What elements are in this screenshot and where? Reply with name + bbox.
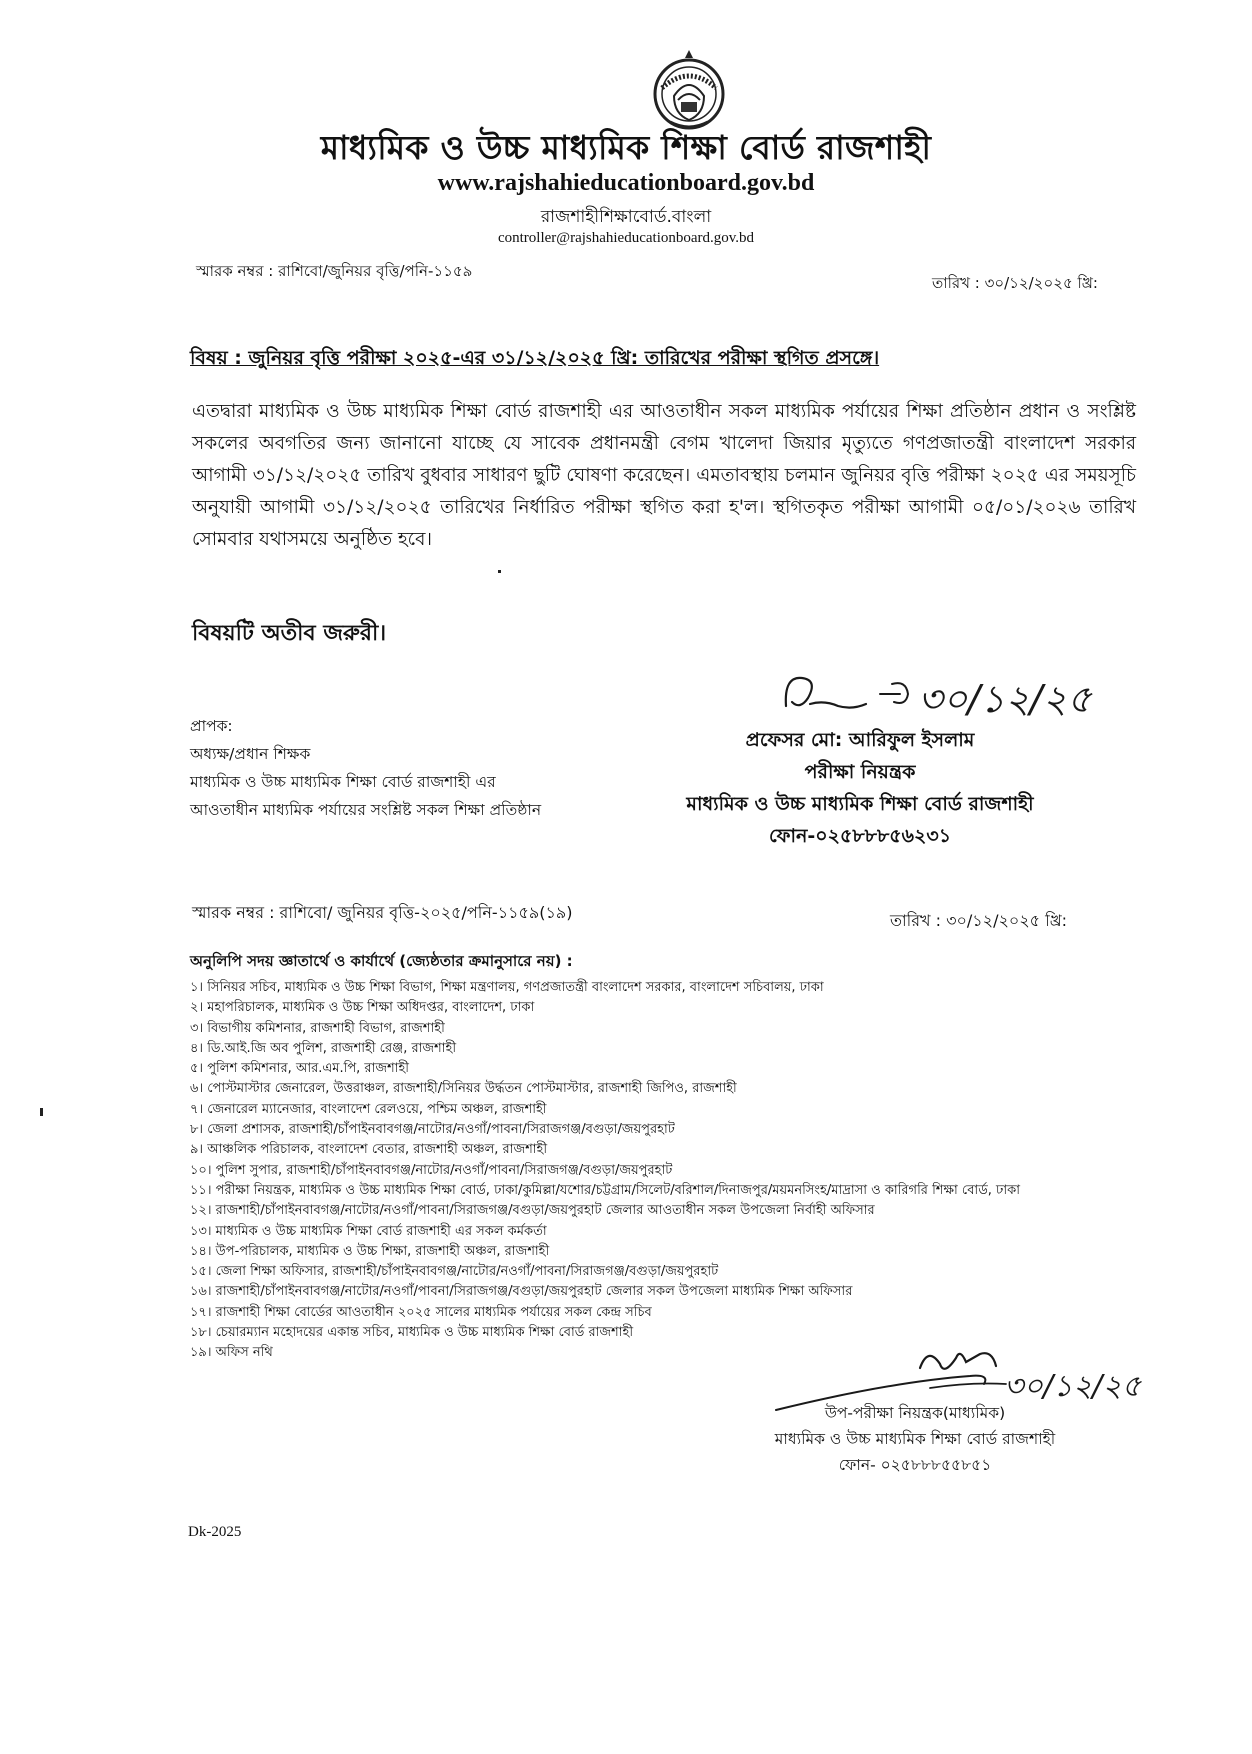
cc-list-item: ১৫। জেলা শিক্ষা অফিসার, রাজশাহী/চাঁপাইনবাবগঞ্জ/নাটোর/নওগাঁ/পাবনা/সিরাজগঞ্জ/বগুড়া/জয়পুরহাট	[190, 1264, 719, 1280]
cc-list-item: ১০। পুলিশ সুপার, রাজশাহী/চাঁপাইনবাবগঞ্জ/নাটোর/নওগাঁ/পাবনা/সিরাজগঞ্জ/বগুড়া/জয়পুরহাট	[190, 1162, 673, 1178]
signer-designation: পরীক্ষা নিয়ন্ত্রক	[804, 761, 916, 783]
controller-signature	[780, 664, 1140, 730]
recipient-line: আওতাধীন মাধ্যমিক পর্যায়ের সংশ্লিষ্ট সকল শিক্ষা প্রতিষ্ঠান	[190, 801, 542, 819]
subject-line: বিষয় : জুনিয়র বৃত্তি পরীক্ষা ২০২৫-এর ৩১/১২/২০২৫ খ্রি: তারিখের পরীক্ষা স্থগিত প্রসঙ্গে।	[190, 347, 880, 369]
cc-list-item: ১। সিনিয়র সচিব, মাধ্যমিক ও উচ্চ শিক্ষা বিভাগ, শিক্ষা মন্ত্রণালয়, গণপ্রজাতন্ত্রী বাংলাদেশ সরকার, বাংলাদেশ সচিবালয়, ঢাকা	[190, 980, 824, 995]
cc-list	[190, 978, 1200, 1364]
board-name: মাধ্যমিক ও উচ্চ মাধ্যমিক শিক্ষা বোর্ড রাজশাহী	[320, 128, 932, 167]
cc-list-item: ৬। পোস্টমাস্টার জেনারেল, উত্তরাঞ্চল, রাজশাহী/সিনিয়র উর্দ্ধতন পোস্টমাস্টার, রাজশাহী জিপিও, রাজশাহী	[190, 1081, 737, 1097]
cc-list-item: ৪। ডি.আই.জি অব পুলিশ, রাজশাহী রেঞ্জ, রাজশাহী	[190, 1040, 457, 1056]
cc-list-item: ৮। জেলা প্রশাসক, রাজশাহী/চাঁপাইনবাবগঞ্জ/নাটোর/নওগাঁ/পাবনা/সিরাজগঞ্জ/বগুড়া/জয়পুরহাট	[190, 1122, 675, 1138]
body-paragraph: এতদ্বারা মাধ্যমিক ও উচ্চ মাধ্যমিক শিক্ষা বোর্ড রাজশাহী এর আওতাধীন সকল মাধ্যমিক পর্যায়ের শিক্ষা প্রতিষ্ঠান প্রধান ও সংশ্লিষ্ট সকলের অবগতির জন্য জানানো যাচ্ছে যে সাবেক প্রধানমন্ত্রী বেগম খালেদা জিয়ার মৃত্যুতে গণপ্রজাতন্ত্রী বাংলাদেশ সরকার আগামী ৩১/১২/২০২৫ তারিখ বুধবার সাধারণ ছুটি ঘোষণা করেছেন। এমতাবস্থায় চলমান জুনিয়র বৃত্তি পরীক্ষা ২০২৫ এর সময়সূচি অনুযায়ী আগামী ৩১/১২/২০২৫ তারিখের নির্ধারিত পরীক্ষা স্থগিত করা হ'ল। স্থগিতকৃত পরীক্ষা আগামী ০৫/০১/২০২৬ তারিখ সোমবার যথাসময়ে অনুষ্ঠিত হবে।	[192, 401, 1136, 550]
scan-speck	[498, 570, 501, 573]
cc-list-item: ১২। রাজশাহী/চাঁপাইনবাবগঞ্জ/নাটোর/নওগাঁ/পাবনা/সিরাজগঞ্জ/বগুড়া/জয়পুরহাট জেলার আওতাধীন সকল উপজেলা নির্বাহী অফিসার	[190, 1203, 875, 1219]
controller-signature-date: ৩০/১২/২৫	[918, 677, 1092, 721]
scan-speck	[40, 1108, 43, 1116]
memo-number-2: স্মারক নম্বর : রাশিবো/ জুনিয়র বৃত্তি-২০২৫/পনি-১১৫৯(১৯)	[192, 903, 573, 922]
cc-list-item: ৯। আঞ্চলিক পরিচালক, বাংলাদেশ বেতার, রাজশাহী অঞ্চল, রাজশাহী	[190, 1142, 548, 1158]
cc-list-item: ৩। বিভাগীয় কমিশনার, রাজশাহী বিভাগ, রাজশাহী	[190, 1020, 445, 1036]
signer-phone: ফোন-০২৫৮৮৮৫৬২৩১	[768, 825, 952, 847]
website-url[interactable]: www.rajshahieducationboard.gov.bd	[437, 170, 815, 196]
memo-number: স্মারক নম্বর : রাশিবো/জুনিয়র বৃত্তি/পনি-১১৫৯	[196, 262, 473, 280]
signer-name: প্রফেসর মো: আরিফুল ইসলাম	[745, 729, 975, 751]
deputy-designation: উপ-পরীক্ষা নিয়ন্ত্রক(মাধ্যমিক)	[824, 1404, 1006, 1422]
deputy-signature-date: ৩০/১২/২৫	[1004, 1369, 1142, 1404]
cc-list-item: ২। মহাপরিচালক, মাধ্যমিক ও উচ্চ শিক্ষা অধিদপ্তর, বাংলাদেশ, ঢাকা	[190, 1000, 535, 1016]
deputy-phone: ফোন- ০২৫৮৮৮৫৫৮৫১	[838, 1456, 992, 1474]
deputy-block	[680, 1400, 1150, 1478]
recipient-line: অধ্যক্ষ/প্রধান শিক্ষক	[190, 745, 311, 763]
signer-office: মাধ্যমিক ও উচ্চ মাধ্যমিক শিক্ষা বোর্ড রাজশাহী	[686, 793, 1034, 815]
cc-list-item: ১৪। উপ-পরিচালক, মাধ্যমিক ও উচ্চ শিক্ষা, রাজশাহী অঞ্চল, রাজশাহী	[190, 1243, 550, 1259]
contact-email[interactable]: controller@rajshahieducationboard.gov.bd	[497, 230, 755, 246]
cc-list-item: ১৭। রাজশাহী শিক্ষা বোর্ডের আওতাধীন ২০২৫ সালের মাধ্যমিক পর্যায়ের সকল কেন্দ্র সচিব	[190, 1304, 652, 1320]
deputy-office: মাধ্যমিক ও উচ্চ মাধ্যমিক শিক্ষা বোর্ড রাজশাহী	[774, 1430, 1056, 1448]
recipient-label: প্রাপক:	[190, 717, 233, 735]
memo-date: তারিখ : ৩০/১২/২০২৫ খ্রি:	[932, 274, 1098, 292]
board-seal-icon	[648, 44, 730, 134]
cc-heading: অনুলিপি সদয় জ্ঞাতার্থে ও কার্যার্থে (জ্যেষ্ঠতার ক্রমানুসারে নয়) :	[190, 952, 573, 970]
recipient-block	[190, 712, 630, 824]
cc-list-item: ১১। পরীক্ষা নিয়ন্ত্রক, মাধ্যমিক ও উচ্চ মাধ্যমিক শিক্ষা বোর্ড, ঢাকা/কুমিল্লা/যশোর/চট্টগ্রাম/সিলেট/বরিশাল/দিনাজপুর/ময়মনসিংহ/মাদ্রাসা ও কারিগরি শিক্ষা বোর্ড, ঢাকা	[190, 1182, 1021, 1198]
cc-list-item: ৫। পুলিশ কমিশনার, আর.এম.পি, রাজশাহী	[190, 1061, 409, 1077]
website-url-bangla[interactable]: রাজশাহীশিক্ষাবোর্ড.বাংলা	[540, 207, 712, 227]
cc-list-item: ৭। জেনারেল ম্যানেজার, বাংলাদেশ রেলওয়ে, পশ্চিম অঞ্চল, রাজশাহী	[190, 1101, 547, 1117]
footer-code: Dk-2025	[188, 1524, 242, 1540]
urgent-note: বিষয়টি অতীব জরুরী।	[192, 621, 387, 646]
signer-block	[600, 724, 1120, 852]
cc-list-item: ১৬। রাজশাহী/চাঁপাইনবাবগঞ্জ/নাটোর/নওগাঁ/পাবনা/সিরাজগঞ্জ/বগুড়া/জয়পুরহাট জেলার সকল উপজেলা মাধ্যমিক শিক্ষা অফিসার	[190, 1284, 853, 1300]
recipient-line: মাধ্যমিক ও উচ্চ মাধ্যমিক শিক্ষা বোর্ড রাজশাহী এর	[190, 773, 496, 791]
memo-date-2: তারিখ : ৩০/১২/২০২৫ খ্রি:	[890, 911, 1068, 930]
cc-list-item: ১৯। অফিস নথি	[190, 1345, 273, 1361]
cc-list-item: ১৩। মাধ্যমিক ও উচ্চ মাধ্যমিক শিক্ষা বোর্ড রাজশাহী এর সকল কর্মকর্তা	[190, 1223, 547, 1239]
cc-list-item: ১৮। চেয়ারম্যান মহোদয়ের একান্ত সচিব, মাধ্যমিক ও উচ্চ মাধ্যমিক শিক্ষা বোর্ড রাজশাহী	[190, 1325, 634, 1341]
